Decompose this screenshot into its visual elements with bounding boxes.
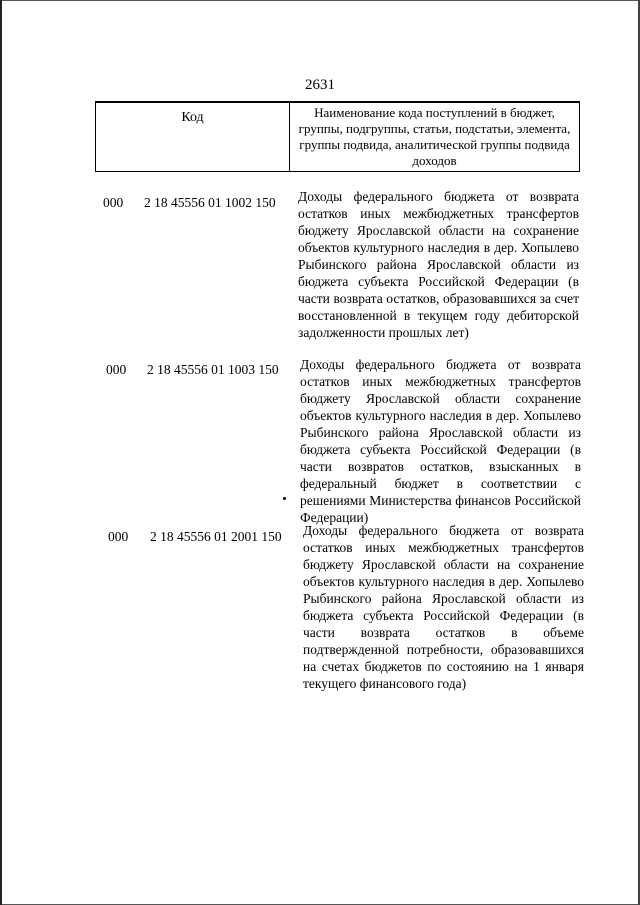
header-name-label: Наименование кода поступлений в бюджет, группы, подгруппы, статьи, подстатьи, элемента, группы подвида, аналитической группы подвида доходов bbox=[298, 105, 571, 168]
budget-code: 2 18 45556 01 1002 150 bbox=[144, 195, 276, 210]
budget-code: 2 18 45556 01 1003 150 bbox=[147, 362, 279, 377]
table-header bbox=[95, 101, 580, 172]
admin-code: 000 bbox=[103, 195, 124, 210]
scan-speck bbox=[283, 497, 286, 500]
budget-code: 2 18 45556 01 2001 150 bbox=[150, 529, 282, 544]
page-number: 2631 bbox=[305, 77, 335, 93]
code-description: Доходы федерального бюджета от возврата остатков иных межбюджетных трансфертов бюджету Ярославской области на сохранение объектов культурного наследия в дер. Хопылево Рыбинского района Ярославской области из бюджета субъекта Российской Федерации (в части возврата остатков, образовавшихся за счет восстановленной в текущем году дебиторской задолженности прошлых лет) bbox=[298, 189, 579, 340]
header-code-label: Код bbox=[96, 103, 290, 171]
admin-code: 000 bbox=[106, 362, 127, 377]
scan-edge-left bbox=[0, 0, 2, 905]
admin-code: 000 bbox=[108, 529, 129, 544]
code-description: Доходы федерального бюджета от возврата остатков иных межбюджетных трансфертов бюджету Ярославской области на сохранение объектов культурного наследия в дер. Хопылево Рыбинского района Ярославской области из бюджета субъекта Российской Федерации (в части возврата остатков в объеме подтвержденной потребности, образовавшихся на счетах бюджетов по состоянию на 1 января текущего финансового года) bbox=[303, 523, 584, 691]
code-description: Доходы федерального бюджета от возврата остатков иных межбюджетных трансфертов бюджету Ярославской области сохранение объектов культурного наследия в дер. Хопылево Рыбинского района Ярославской области из бюджета субъекта Российской Федерации (в части возвратов остатков, взысканных в федеральный бюджет в соответствии с решениями Министерства финансов Российской Федерации) bbox=[300, 357, 581, 525]
